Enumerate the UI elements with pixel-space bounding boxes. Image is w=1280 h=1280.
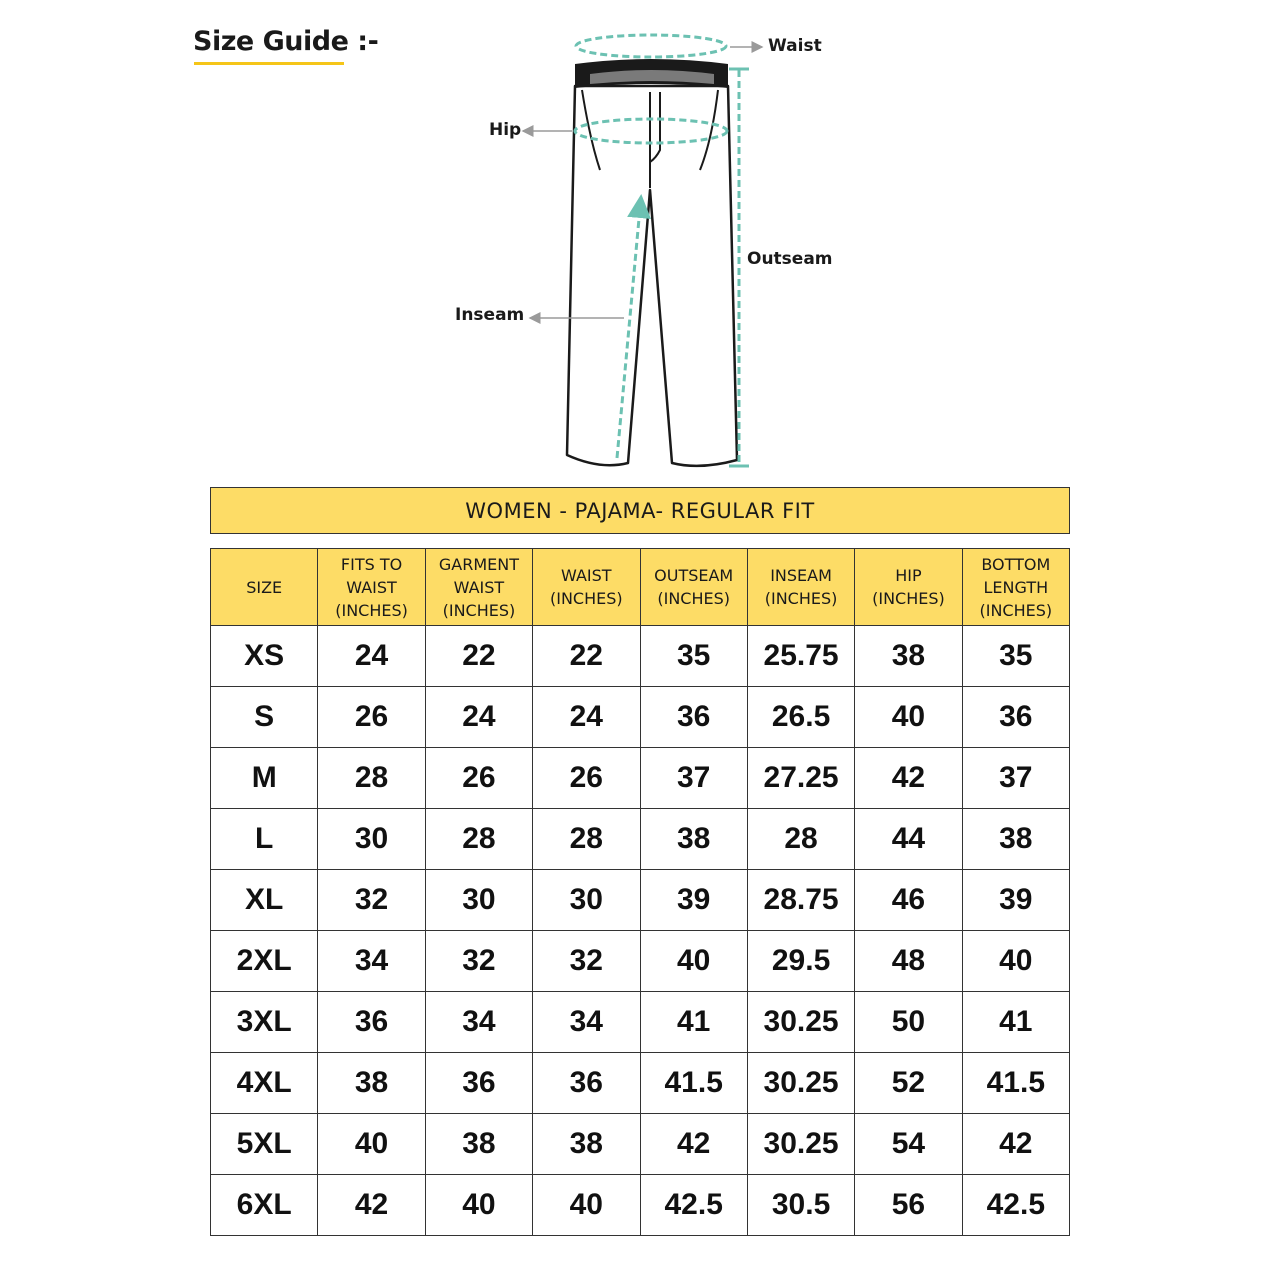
table-cell: 26.5 (747, 687, 854, 748)
table-cell: 42.5 (640, 1175, 747, 1236)
waistband (575, 59, 728, 88)
table-cell: 40 (318, 1114, 425, 1175)
size-cell: XL (211, 870, 318, 931)
table-cell: 32 (533, 931, 640, 992)
table-row (211, 626, 1070, 687)
table-cell: 22 (425, 626, 532, 687)
table-cell: 26 (425, 748, 532, 809)
table-row (211, 1114, 1070, 1175)
table-row (211, 931, 1070, 992)
table-cell: 41 (962, 992, 1069, 1053)
table-cell: 56 (855, 1175, 962, 1236)
table-cell: 42 (318, 1175, 425, 1236)
table-cell: 30 (425, 870, 532, 931)
header-cell: FITS TO WAIST (INCHES) (318, 549, 425, 626)
table-cell: 32 (425, 931, 532, 992)
table-cell: 41.5 (640, 1053, 747, 1114)
table-row (211, 1053, 1070, 1114)
table-cell: 24 (533, 687, 640, 748)
table-cell: 36 (962, 687, 1069, 748)
table-cell: 30 (533, 870, 640, 931)
table-cell: 41 (640, 992, 747, 1053)
table-cell: 40 (640, 931, 747, 992)
table-cell: 34 (533, 992, 640, 1053)
table-cell: 30.5 (747, 1175, 854, 1236)
table-cell: 36 (318, 992, 425, 1053)
table-cell: 38 (318, 1053, 425, 1114)
waist-label: Waist (768, 36, 822, 56)
table-cell: 22 (533, 626, 640, 687)
table-cell: 38 (425, 1114, 532, 1175)
pajama-diagram (0, 0, 1280, 480)
table-row (211, 1175, 1070, 1236)
table-cell: 30 (318, 809, 425, 870)
table-cell: 30.25 (747, 1053, 854, 1114)
table-cell: 42 (855, 748, 962, 809)
hip-label: Hip (489, 120, 522, 140)
table-row (211, 748, 1070, 809)
table-cell: 38 (855, 626, 962, 687)
table-cell: 35 (962, 626, 1069, 687)
header-cell: OUTSEAM (INCHES) (640, 549, 747, 626)
table-cell: 50 (855, 992, 962, 1053)
table-cell: 38 (962, 809, 1069, 870)
size-cell: S (211, 687, 318, 748)
size-cell: M (211, 748, 318, 809)
table-cell: 24 (425, 687, 532, 748)
table-cell: 27.25 (747, 748, 854, 809)
table-header-row (211, 549, 1070, 626)
table-cell: 35 (640, 626, 747, 687)
table-cell: 54 (855, 1114, 962, 1175)
table-cell: 38 (640, 809, 747, 870)
table-cell: 42 (640, 1114, 747, 1175)
header-cell: HIP (INCHES) (855, 549, 962, 626)
table-cell: 36 (640, 687, 747, 748)
table-cell: 42 (962, 1114, 1069, 1175)
header-cell: BOTTOM LENGTH (INCHES) (962, 549, 1069, 626)
table-cell: 40 (425, 1175, 532, 1236)
table-cell: 44 (855, 809, 962, 870)
table-cell: 28 (318, 748, 425, 809)
size-cell: 4XL (211, 1053, 318, 1114)
size-cell: L (211, 809, 318, 870)
table-row (211, 687, 1070, 748)
inseam-label: Inseam (455, 305, 525, 325)
table-cell: 42.5 (962, 1175, 1069, 1236)
table-cell: 28.75 (747, 870, 854, 931)
table-cell: 37 (962, 748, 1069, 809)
size-chart-table (210, 548, 1070, 1236)
table-row (211, 992, 1070, 1053)
table-cell: 48 (855, 931, 962, 992)
fit-banner: WOMEN - PAJAMA- REGULAR FIT (210, 487, 1070, 534)
table-cell: 40 (533, 1175, 640, 1236)
header-cell: INSEAM (INCHES) (747, 549, 854, 626)
header-cell: WAIST (INCHES) (533, 549, 640, 626)
table-cell: 36 (533, 1053, 640, 1114)
table-cell: 28 (747, 809, 854, 870)
table-cell: 26 (318, 687, 425, 748)
waist-measure (576, 35, 726, 57)
size-cell: 2XL (211, 931, 318, 992)
table-cell: 39 (640, 870, 747, 931)
table-cell: 28 (533, 809, 640, 870)
table-cell: 34 (425, 992, 532, 1053)
table-cell: 25.75 (747, 626, 854, 687)
header-cell: GARMENT WAIST (INCHES) (425, 549, 532, 626)
table-cell: 32 (318, 870, 425, 931)
table-cell: 38 (533, 1114, 640, 1175)
table-row (211, 809, 1070, 870)
table-cell: 29.5 (747, 931, 854, 992)
table-cell: 30.25 (747, 1114, 854, 1175)
size-cell: 3XL (211, 992, 318, 1053)
table-cell: 46 (855, 870, 962, 931)
table-cell: 40 (962, 931, 1069, 992)
size-cell: 5XL (211, 1114, 318, 1175)
size-cell: XS (211, 626, 318, 687)
outseam-label: Outseam (747, 249, 833, 269)
page-title: Size Guide :- (193, 26, 379, 57)
table-cell: 26 (533, 748, 640, 809)
header-cell: SIZE (211, 549, 318, 626)
table-cell: 36 (425, 1053, 532, 1114)
table-cell: 52 (855, 1053, 962, 1114)
table-cell: 39 (962, 870, 1069, 931)
table-row (211, 870, 1070, 931)
table-cell: 37 (640, 748, 747, 809)
table-cell: 28 (425, 809, 532, 870)
table-cell: 30.25 (747, 992, 854, 1053)
table-cell: 40 (855, 687, 962, 748)
table-cell: 24 (318, 626, 425, 687)
size-cell: 6XL (211, 1175, 318, 1236)
table-cell: 34 (318, 931, 425, 992)
table-cell: 41.5 (962, 1053, 1069, 1114)
